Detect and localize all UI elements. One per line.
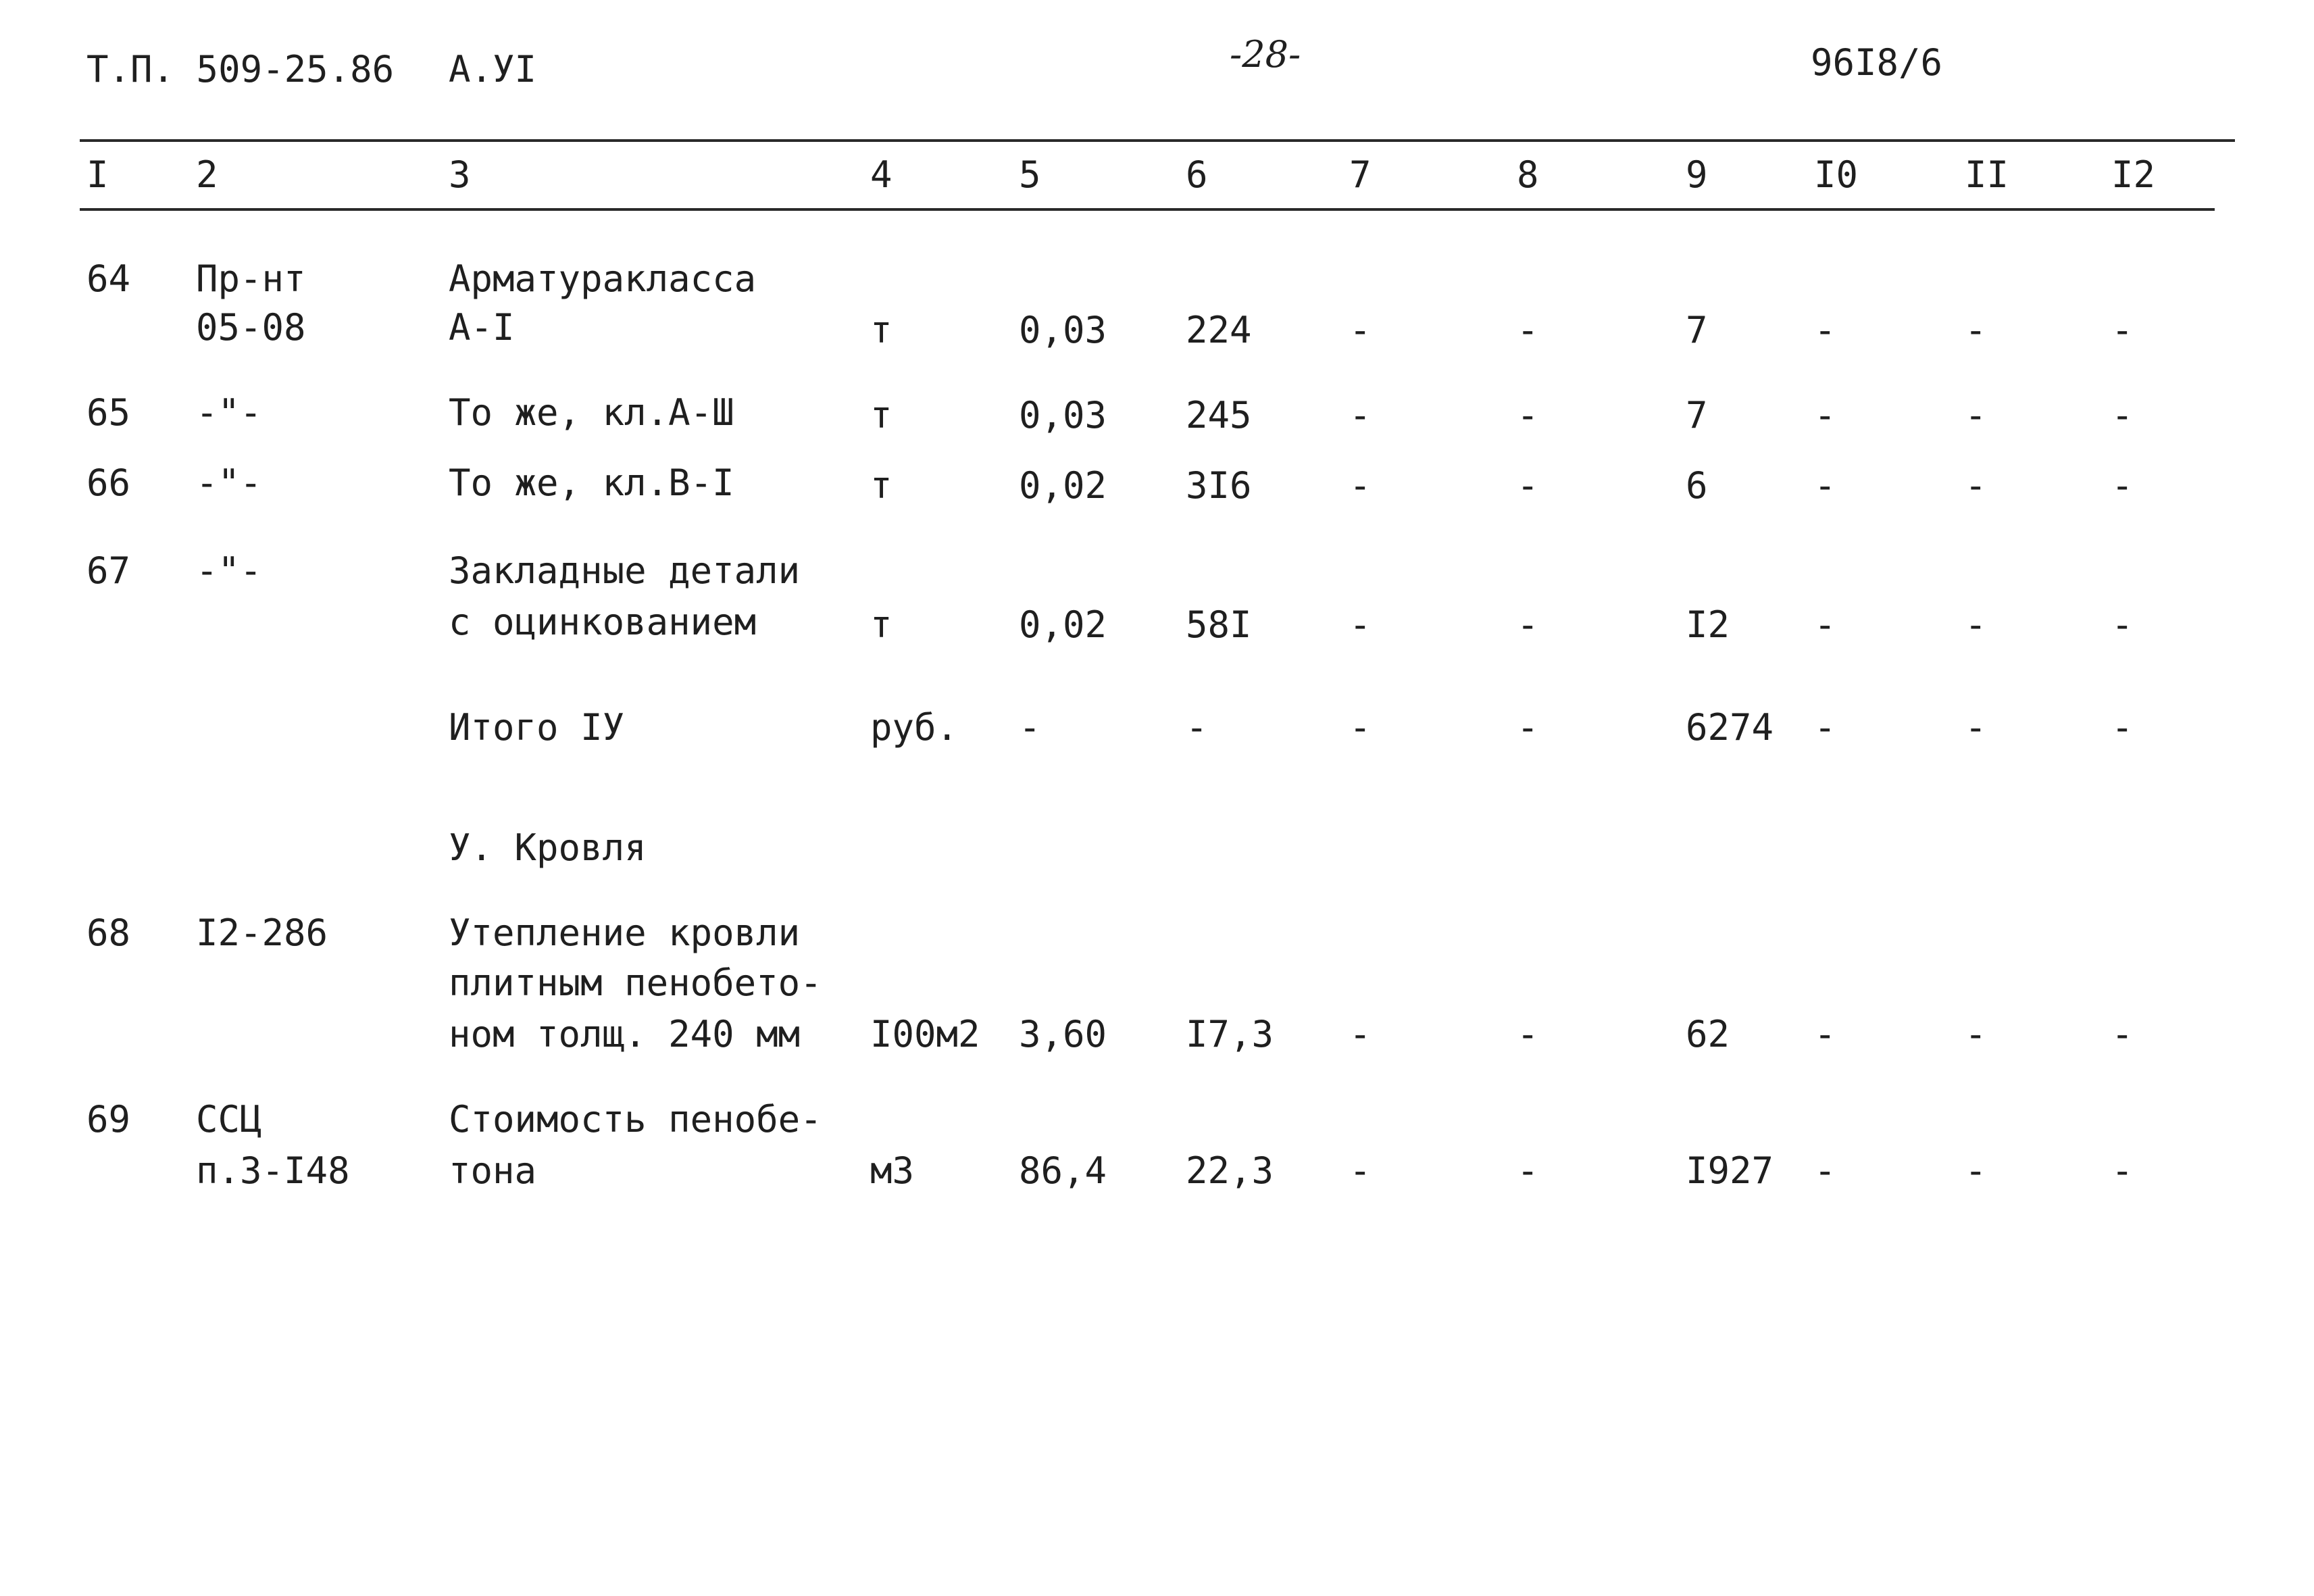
table-cell: - (1186, 706, 1208, 749)
unit-cell: т (870, 603, 892, 646)
unit-cell: I00м2 (870, 1013, 980, 1055)
table-cell: - (1965, 706, 1987, 749)
unit-price-cell: I7,3 (1186, 1013, 1274, 1055)
table-cell: - (2111, 603, 2134, 646)
table-cell: - (2111, 1149, 2134, 1192)
quantity-cell: 0,02 (1019, 603, 1107, 646)
table-cell: - (1517, 309, 1539, 351)
sheet-number: 96I8/6 (1811, 41, 1943, 84)
subtotal-label: Итого IУ (449, 706, 625, 749)
table-cell: - (1965, 309, 1987, 351)
table-cell: - (1349, 394, 1372, 437)
table-cell: - (1517, 706, 1539, 749)
quantity-cell: 0,02 (1019, 464, 1107, 507)
unit-price-cell: 224 (1186, 309, 1252, 351)
price-reference-line: п.3-I48 (196, 1149, 350, 1192)
column-header: 7 (1349, 153, 1372, 196)
table-cell: - (1517, 1149, 1539, 1192)
table-cell: - (1349, 464, 1372, 507)
unit-cell: т (870, 309, 892, 351)
column-header: 9 (1686, 153, 1708, 196)
column-header: 5 (1019, 153, 1041, 196)
quantity-cell: 0,03 (1019, 309, 1107, 351)
table-cell: - (2111, 464, 2134, 507)
work-description-line: Закладные детали (449, 549, 801, 592)
table-cell: - (1517, 603, 1539, 646)
table-cell: - (1814, 464, 1836, 507)
table-cell: - (1517, 464, 1539, 507)
table-cell: - (1349, 309, 1372, 351)
row-number: 68 (86, 912, 131, 954)
row-number: 66 (86, 462, 131, 504)
unit-cell: м3 (870, 1149, 915, 1192)
work-description-line: То же, кл.А-Ш (449, 391, 734, 434)
unit-price-cell: 22,3 (1186, 1149, 1274, 1192)
unit-price-cell: 58I (1186, 603, 1252, 646)
price-reference-line: I2-286 (196, 912, 328, 954)
unit-price-cell: 245 (1186, 394, 1252, 437)
table-header-bottom-rule (80, 208, 2215, 211)
table-cell: - (1349, 1149, 1372, 1192)
column-header: 2 (196, 153, 218, 196)
quantity-cell: 3,60 (1019, 1013, 1107, 1055)
column-header: 3 (449, 153, 471, 196)
table-cell: - (2111, 309, 2134, 351)
table-cell: - (1814, 309, 1836, 351)
price-reference-line: ССЦ (196, 1098, 262, 1141)
table-cell: - (2111, 1013, 2134, 1055)
row-number: 65 (86, 391, 131, 434)
total-cost-cell: I927 (1686, 1149, 1774, 1192)
page-number: -28- (1230, 33, 1301, 76)
work-description-line: с оцинкованием (449, 601, 757, 643)
quantity-cell: 86,4 (1019, 1149, 1107, 1192)
table-cell: - (1965, 603, 1987, 646)
work-description-line: плитным пенобето- (449, 962, 822, 1004)
column-header: 8 (1517, 153, 1539, 196)
table-cell: - (1965, 394, 1987, 437)
table-cell: - (1814, 394, 1836, 437)
unit-price-cell: 3I6 (1186, 464, 1252, 507)
document-code: Т.П. 509-25.86 (86, 48, 395, 91)
work-description-line: Стоимость пенобе- (449, 1098, 822, 1141)
table-cell: - (1349, 603, 1372, 646)
unit-cell: т (870, 394, 892, 437)
column-header: 6 (1186, 153, 1208, 196)
price-reference-line: -"- (196, 391, 262, 434)
row-number: 64 (86, 257, 131, 300)
table-cell: - (1517, 1013, 1539, 1055)
work-description-line: тона (449, 1149, 537, 1192)
table-cell: - (1814, 706, 1836, 749)
unit-cell: руб. (870, 706, 959, 749)
table-cell: - (2111, 706, 2134, 749)
subtotal-value: 6274 (1686, 706, 1774, 749)
work-description-line: Арматураклассa (449, 257, 757, 300)
table-cell: - (1814, 1013, 1836, 1055)
table-cell: - (1965, 464, 1987, 507)
price-reference-line: Пр-нт (196, 257, 306, 300)
table-cell: - (1349, 706, 1372, 749)
work-description-line: То же, кл.В-I (449, 462, 734, 504)
table-cell: - (1965, 1149, 1987, 1192)
work-description-line: А-I (449, 306, 515, 349)
column-header: 4 (870, 153, 892, 196)
table-cell: - (1019, 706, 1041, 749)
price-reference-line: 05-08 (196, 306, 306, 349)
work-description-line: Утепление кровли (449, 912, 801, 954)
work-description-line: ном толщ. 240 мм (449, 1013, 801, 1055)
total-cost-cell: 7 (1686, 309, 1708, 351)
unit-cell: т (870, 464, 892, 507)
table-top-rule (80, 139, 2235, 142)
row-number: 67 (86, 549, 131, 592)
total-cost-cell: 6 (1686, 464, 1708, 507)
table-cell: - (1349, 1013, 1372, 1055)
total-cost-cell: 7 (1686, 394, 1708, 437)
column-header: I0 (1814, 153, 1859, 196)
column-header: I (86, 153, 109, 196)
column-header: II (1965, 153, 2009, 196)
table-cell: - (2111, 394, 2134, 437)
column-header: I2 (2111, 153, 2156, 196)
table-cell: - (1517, 394, 1539, 437)
table-cell: - (1814, 603, 1836, 646)
album-code: А.УI (449, 48, 537, 91)
price-reference-line: -"- (196, 549, 262, 592)
row-number: 69 (86, 1098, 131, 1141)
quantity-cell: 0,03 (1019, 394, 1107, 437)
total-cost-cell: I2 (1686, 603, 1730, 646)
table-cell: - (1965, 1013, 1987, 1055)
total-cost-cell: 62 (1686, 1013, 1730, 1055)
table-cell: - (1814, 1149, 1836, 1192)
price-reference-line: -"- (196, 462, 262, 504)
section-heading: У. Кровля (449, 826, 647, 869)
